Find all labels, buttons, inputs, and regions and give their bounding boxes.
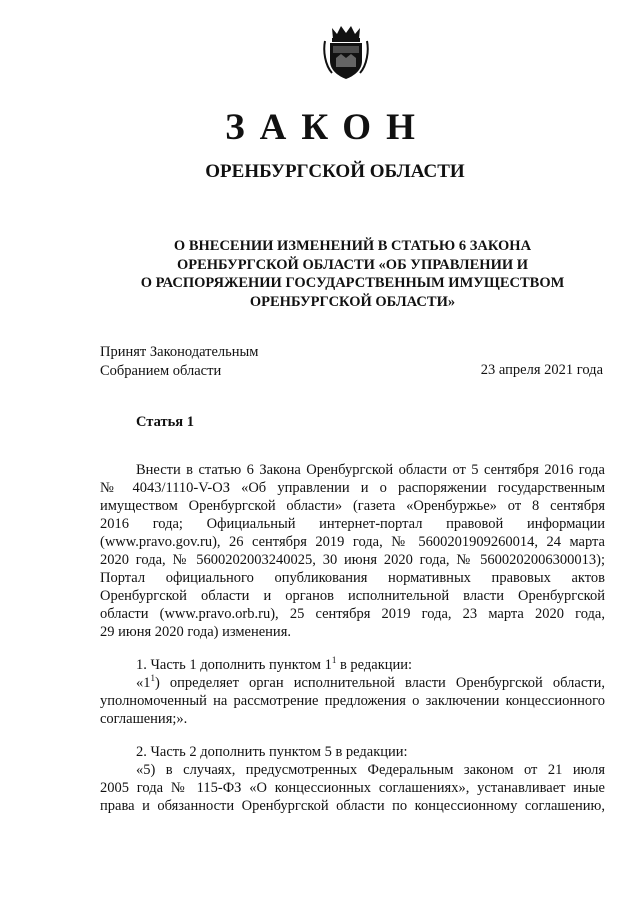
subject-line: ОРЕНБУРГСКОЙ ОБЛАСТИ» bbox=[249, 293, 456, 310]
adoption-date: 23 апреля 2021 года bbox=[480, 362, 603, 378]
paragraph-line: № 4043/1110-V-ОЗ «Об управлении и о распоряжении государственным bbox=[100, 480, 605, 496]
adoption-line: Собранием области bbox=[100, 362, 222, 379]
item-1-quote-line: уполномоченный на рассмотрение предложения о заключении концессионного bbox=[100, 693, 605, 709]
item-2-quote-line: права и обязанности Оренбургской области по концессионному соглашению, bbox=[100, 798, 605, 814]
paragraph-line: 29 июня 2020 года) изменения. bbox=[100, 624, 291, 640]
law-region-title: ОРЕНБУРГСКОЙ ОБЛАСТИ bbox=[205, 161, 465, 182]
paragraph-line: Оренбургской области и органов исполнительной власти Оренбургской bbox=[100, 588, 605, 604]
orenburg-coat-of-arms-icon bbox=[323, 25, 369, 80]
paragraph-line: 2016 года; Официальный интернет-портал правовой информации bbox=[100, 516, 605, 532]
paragraph-line: Внести в статью 6 Закона Оренбургской области от 5 сентября 2016 года bbox=[136, 462, 605, 478]
item-1-quote-line: соглашения;». bbox=[100, 711, 188, 727]
law-subject bbox=[100, 237, 605, 311]
law-title: ЗАКОН bbox=[225, 107, 430, 148]
paragraph-line: Портал официального опубликования нормативных правовых актов bbox=[100, 570, 605, 586]
item-2-quote-line: «5) в случаях, предусмотренных Федеральным законом от 21 июля bbox=[136, 762, 605, 778]
item-2-quote-line: 2005 года № 115-ФЗ «О концессионных соглашениях», устанавливает иные bbox=[100, 780, 605, 796]
paragraph-line: области (www.pravo.orb.ru), 25 сентября 2019 года, 23 марта 2020 года, bbox=[100, 606, 605, 622]
item-1-lead: 1. Часть 1 дополнить пунктом $1^1$ в редакции: bbox=[136, 655, 413, 673]
subject-line: ОРЕНБУРГСКОЙ ОБЛАСТИ «ОБ УПРАВЛЕНИИ И bbox=[176, 256, 529, 273]
subject-line: О РАСПОРЯЖЕНИИ ГОСУДАРСТВЕННЫМ ИМУЩЕСТВОМ bbox=[140, 275, 565, 291]
item-2-lead: 2. Часть 2 дополнить пунктом 5 в редакции: bbox=[136, 744, 408, 760]
adoption-body bbox=[100, 343, 258, 380]
paragraph-line: (www.pravo.gov.ru), 26 сентября 2019 года, № 5600201909260014, 24 марта bbox=[100, 534, 605, 550]
paragraph-line: 2020 года, № 5600202003240025, 30 июня 2020 года, № 5600202006300013); bbox=[100, 552, 605, 568]
paragraph-line: имуществом Оренбургской области» (газета «Оренбуржье» от 8 сентября bbox=[100, 498, 605, 514]
subject-line: О ВНЕСЕНИИ ИЗМЕНЕНИЙ В СТАТЬЮ 6 ЗАКОНА bbox=[173, 238, 532, 254]
adoption-line: Принят Законодательным bbox=[100, 344, 259, 360]
item-1-quote-line: «$1^1$) определяет орган исполнительной власти Оренбургской области, bbox=[136, 673, 605, 691]
article-heading: Статья 1 bbox=[136, 414, 194, 430]
